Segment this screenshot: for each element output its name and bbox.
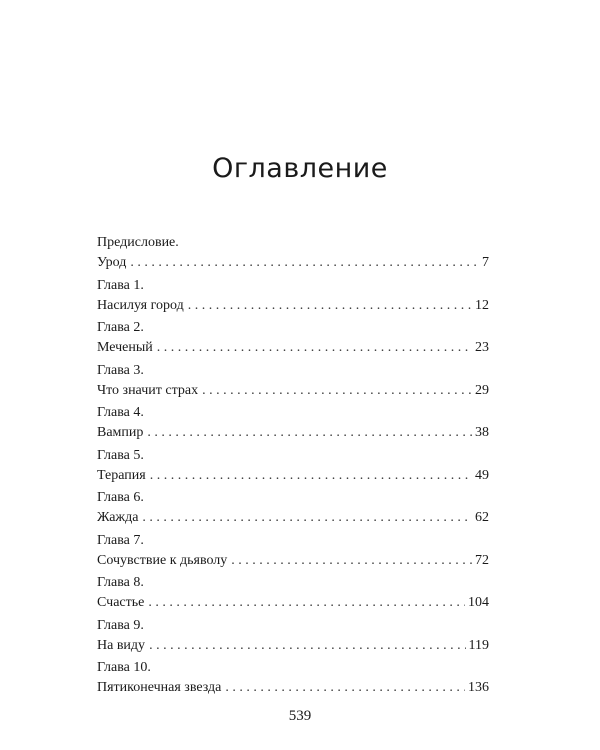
toc-entry-chapter-7: [97, 531, 489, 574]
toc-entry-chapter-4: [97, 403, 489, 446]
toc-entry-line: [97, 466, 489, 486]
toc-entry-label: Глава 6.: [97, 490, 144, 505]
toc-entry-page: 119: [468, 637, 489, 653]
toc-entry-chapter-6: [97, 488, 489, 531]
toc-entry-title: Счастье: [97, 595, 145, 610]
toc-entry-page: 136: [468, 680, 489, 695]
toc-entry-line: [97, 423, 489, 443]
toc-entry-page: 49: [475, 467, 489, 483]
toc-leader-dots: [148, 593, 465, 613]
toc-leader-dots: [225, 678, 465, 698]
toc-entry-title: Пятиконечная звезда: [97, 680, 222, 695]
toc-entry-chapter-8: [97, 573, 489, 616]
toc-entry-chapter-5: [97, 446, 489, 489]
toc-entry-label: Глава 9.: [97, 617, 144, 633]
toc-entry-page: 62: [475, 510, 489, 525]
table-of-contents: [97, 233, 489, 701]
toc-entry-line: [97, 593, 489, 613]
toc-entry-label: Предисловие.: [97, 235, 179, 250]
toc-entry-title: На виду: [97, 637, 146, 653]
toc-entry-line: [97, 551, 489, 571]
toc-leader-dots: [147, 423, 472, 443]
toc-entry-preface: [97, 233, 489, 276]
toc-entry-line: [97, 636, 489, 656]
page-title: Оглавление: [212, 153, 388, 184]
toc-leader-dots: [150, 466, 472, 486]
toc-leader-dots: [149, 636, 465, 656]
toc-entry-label: Глава 4.: [97, 405, 144, 420]
toc-entry-label: Глава 3.: [97, 362, 144, 378]
toc-entry-chapter-10: [97, 658, 489, 701]
toc-leader-dots: [142, 508, 472, 528]
toc-entry-chapter-3: [97, 361, 489, 404]
toc-entry-chapter-2: [97, 318, 489, 361]
toc-entry-line: [97, 508, 489, 528]
toc-entry-label: Глава 1.: [97, 277, 144, 293]
toc-entry-title: Сочувствие к дьяволу: [97, 552, 228, 568]
toc-entry-label: Глава 2.: [97, 320, 144, 335]
toc-entry-page: 7: [482, 255, 489, 270]
toc-leader-dots: [202, 381, 472, 401]
toc-entry-line: [97, 338, 489, 358]
page-number: 539: [288, 708, 312, 724]
toc-entry-page: 23: [475, 340, 489, 355]
toc-leader-dots: [157, 338, 472, 358]
toc-entry-chapter-1: [97, 276, 489, 319]
toc-entry-label: Глава 10.: [97, 660, 151, 675]
toc-entry-label: Глава 8.: [97, 575, 144, 590]
toc-entry-title: Жажда: [97, 510, 139, 525]
toc-entry-line: [97, 678, 489, 698]
toc-leader-dots: [188, 296, 472, 316]
toc-entry-line: [97, 381, 489, 401]
toc-entry-title: Терапия: [97, 467, 146, 483]
toc-entry-title: Меченый: [97, 340, 153, 355]
toc-entry-page: 38: [475, 425, 489, 440]
toc-entry-page: 104: [468, 595, 489, 610]
toc-entry-title: Урод: [97, 255, 127, 270]
toc-entry-title: Что значит страх: [97, 382, 199, 398]
toc-leader-dots: [130, 253, 479, 273]
toc-entry-label: Глава 5.: [97, 447, 144, 463]
toc-entry-title: Насилуя город: [97, 297, 184, 313]
toc-entry-page: 29: [475, 382, 489, 398]
toc-entry-page: 12: [475, 297, 489, 313]
toc-entry-title: Вампир: [97, 425, 144, 440]
toc-entry-line: [97, 253, 489, 273]
toc-entry-page: 72: [475, 552, 489, 568]
toc-entry-label: Глава 7.: [97, 532, 144, 548]
toc-entry-chapter-9: [97, 616, 489, 659]
toc-entry-line: [97, 296, 489, 316]
toc-leader-dots: [231, 551, 472, 571]
